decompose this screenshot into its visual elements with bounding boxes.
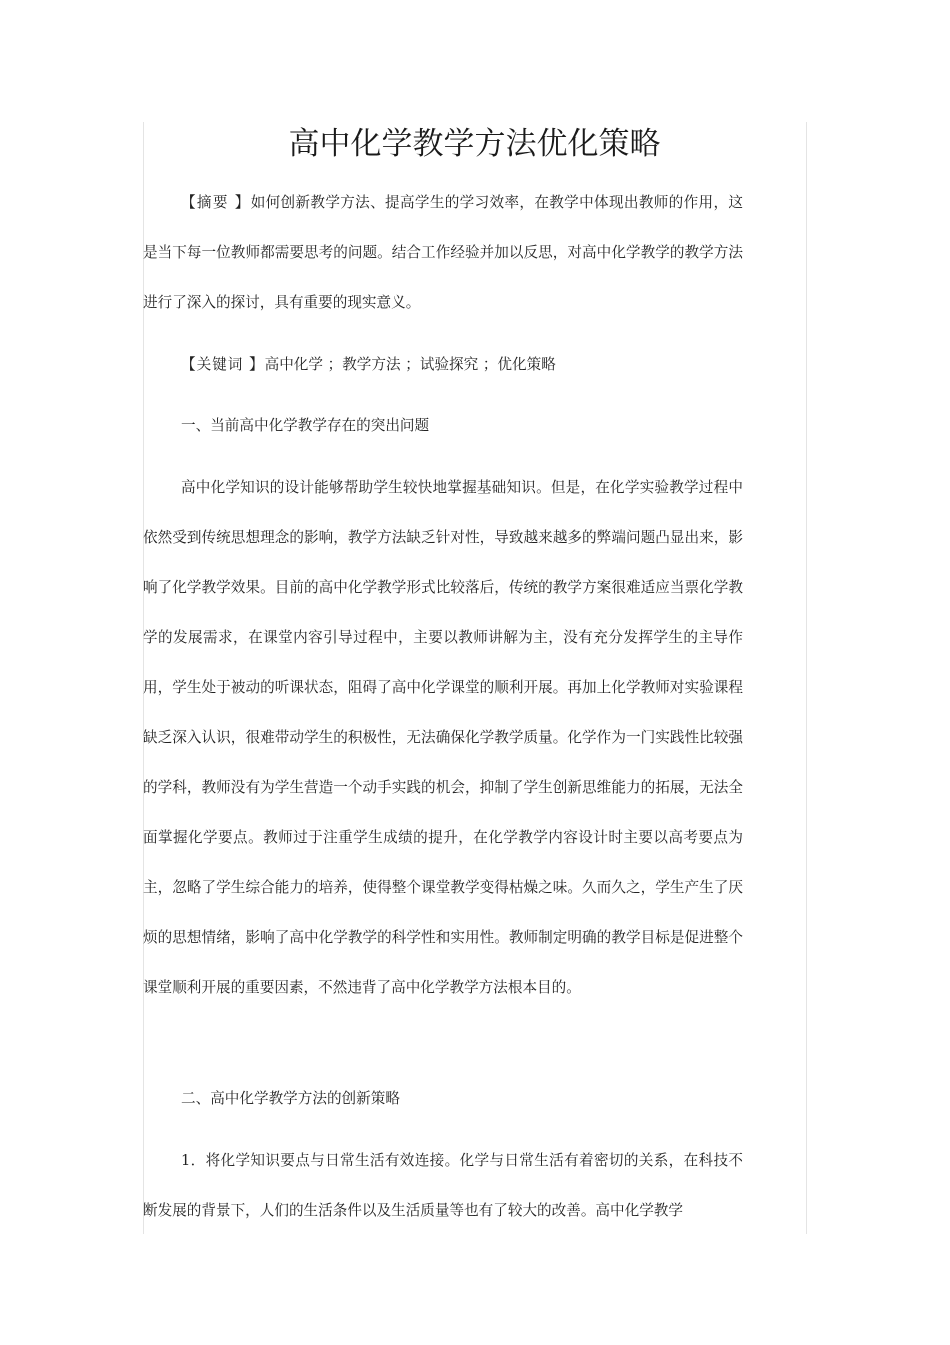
right-margin-rule [806,122,807,1234]
abstract-paragraph [143,178,743,328]
section-2-point-1 [143,1136,743,1236]
document-title: 高中化学教学方法优化策略 [288,126,661,162]
abstract-label: 【摘要 】 [181,194,251,211]
section-1-paragraph: 高中化学知识的设计能够帮助学生较快地掌握基础知识。但是，在化学实验教学过程中依然受到传统思想理念的影响，教学方法缺乏针对性，导致越来越多的弊端问题凸显出来，影响了化学教学效果。目前的高中化学教学形式比较落后，传统的教学方案很难适应当票化学教学的发展需求，在课堂内容引导过程中，主要以教师讲解为主，没有充分发挥学生的主导作用，学生处于被动的听课状态，阻碍了高中化学课堂的顺利开展。再加上化学教师对实验课程缺乏深入认识，很难带动学生的积极性，无法确保化学教学质量。化学作为一门实践性比较强的学科，教师没有为学生营造一个动手实践的机会，抑制了学生创新思维能力的拓展，无法全面掌握化学要点。教师过于注重学生成绩的提升，在化学教学内容设计时主要以高考要点为主，忽略了学生综合能力的培养，使得整个课堂教学变得枯燥之味。久而久之，学生产生了厌烦的思想情绪，影响了高中化学教学的科学性和实用性。教师制定明确的教学目标是促进整个课堂顺利开展的重要因素，不然违背了高中化学教学方法根本目的。 [143,479,743,996]
section-1-heading: 一、当前高中化学教学存在的突出问题 [181,417,430,434]
keywords-label: 【关键词 】 [181,356,265,373]
point-1-number: 1． [181,1152,206,1169]
section-2-heading: 二、高中化学教学方法的创新策略 [181,1090,400,1107]
abstract-text: 如何创新教学方法、提高学生的学习效率，在教学中体现出教师的作用，这是当下每一位教师都需要思考的问题。结合工作经验并加以反思，对高中化学教学的教学方法进行了深入的探讨，具有重要的现实意义。 [143,194,743,311]
keywords-text: 高中化学 ；教学方法 ；试验探究 ；优化策略 [264,356,556,373]
point-1-text: 将化学知识要点与日常生活有效连接。化学与日常生活有着密切的关系，在科技不断发展的背景下，人们的生活条件以及生活质量等也有了较大的改善。高中化学教学 [143,1152,743,1219]
keywords-paragraph [143,340,743,390]
